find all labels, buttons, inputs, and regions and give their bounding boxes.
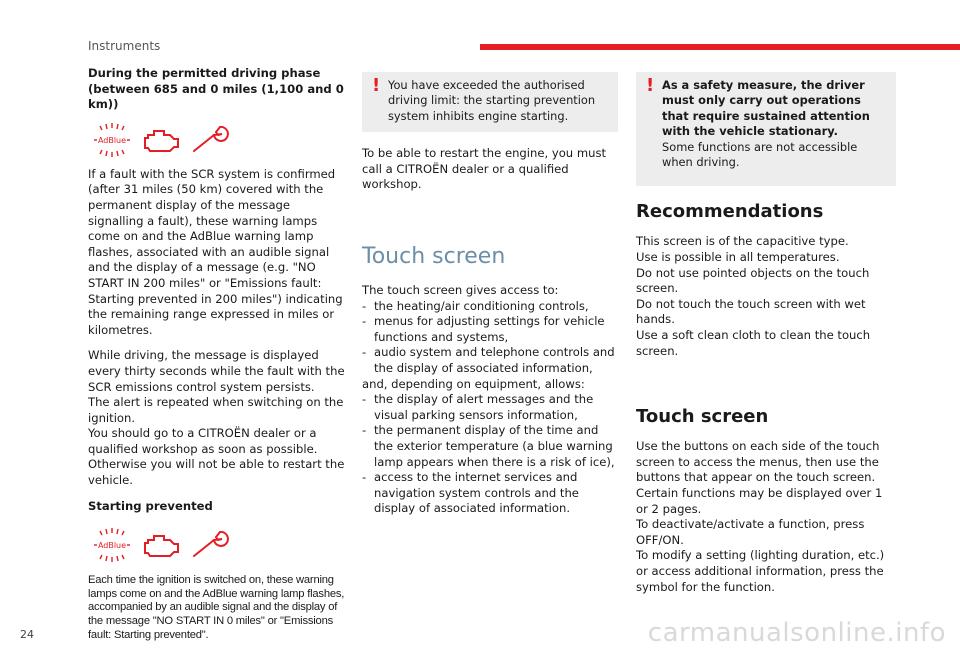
equipment-intro: and, depending on equipment, allows: — [362, 376, 585, 391]
list-item: - access to the internet services and navigation system controls and the display of associated information. — [362, 470, 618, 517]
rec-line: Use is possible in all temperatures. — [636, 250, 840, 265]
header-accent-bar — [480, 44, 960, 50]
rec-line: Do not touch the touch screen with wet hands. — [636, 296, 866, 327]
restart-warning-paragraph: Otherwise you will not be able to restart the vehicle. — [88, 457, 345, 488]
driving-message-paragraph: While driving, the message is displayed every thirty seconds while the fault with the SCR emissions control system persists. — [88, 348, 345, 394]
list-item: - the display of alert messages and the visual parking sensors information, — [362, 392, 618, 423]
access-list — [362, 299, 618, 377]
driving-phase-heading: During the permitted driving phase (between 685 and 0 miles (1,100 and 0 km)) — [88, 66, 344, 112]
restart-engine-paragraph: To be able to restart the engine, you must call a CITROËN dealer or a qualified workshop. — [362, 146, 607, 192]
page-number: 24 — [20, 628, 34, 641]
adblue-label: AdBlue — [97, 135, 127, 145]
touch-screen-usage-block — [636, 439, 896, 595]
warning-exclamation-icon: ! — [646, 75, 655, 96]
safety-note-text: Some functions are not accessible when driving. — [662, 139, 858, 170]
touch-screen-intro: The touch screen gives access to: — [362, 283, 559, 297]
rec-line: Use a soft clean cloth to clean the touch screen. — [636, 328, 871, 358]
recommendations-heading: Recommendations — [636, 201, 824, 223]
warning-lamps-row-2 — [92, 528, 346, 562]
starting-prevented-heading: Starting prevented — [88, 498, 213, 513]
safety-note-bold: As a safety measure, the driver must only carry out operations that require sustained attention with the vehicle stationary. — [662, 78, 870, 139]
list-item: - menus for adjusting settings for vehicle functions and systems, — [362, 314, 618, 345]
engine-warning-icon — [140, 528, 184, 562]
list-item: - the permanent display of the time and the exterior temperature (a blue warning lamp appears when there is a risk of ice), — [362, 423, 618, 470]
warning-lamps-row-1 — [92, 123, 346, 157]
equipment-list — [362, 392, 618, 517]
column-3 — [636, 72, 896, 595]
adblue-warning-icon — [92, 123, 136, 157]
service-wrench-icon — [188, 528, 232, 562]
list-item: - audio system and telephone controls and the display of associated information, — [362, 345, 618, 376]
dealer-paragraph: You should go to a CITROËN dealer or a qualified workshop as soon as possible. — [88, 426, 318, 456]
recommendations-block — [636, 234, 896, 359]
section-title: Instruments — [88, 39, 161, 53]
watermark: carmanualsonline.info — [647, 618, 946, 648]
usage-line: To modify a setting (lighting duration, etc.) or access additional information, press the symbol for the function. — [636, 548, 885, 594]
adblue-label: AdBlue — [97, 541, 127, 551]
list-item: - the heating/air conditioning controls, — [362, 299, 618, 315]
rec-line: This screen is of the capacitive type. — [636, 234, 849, 249]
adblue-warning-icon — [92, 528, 136, 562]
driving-limit-text: You have exceeded the authorised driving limit: the starting prevention system inhibits engine starting. — [388, 78, 596, 123]
ignition-paragraph: Each time the ignition is switched on, these warning lamps come on and the AdBlue warning lamp flashes, accompanied by an audible signal and the display of the message "NO START IN 0 miles" or "Emissions fault: Starting prevented". — [88, 574, 345, 641]
usage-line: To deactivate/activate a function, press OFF/ON. — [636, 517, 865, 547]
engine-warning-icon — [140, 123, 184, 157]
safety-note — [636, 72, 896, 186]
usage-line: Use the buttons on each side of the touch screen to access the menus, then use the buttons that appear on the touch screen. — [636, 439, 880, 485]
touch-screen-heading: Touch screen — [362, 244, 506, 269]
service-wrench-icon — [188, 123, 232, 157]
column-2 — [362, 72, 618, 517]
fault-paragraph: If a fault with the SCR system is confirmed (after 31 miles (50 km) covered with the permanent display of the message signalling a fault), these warning lamps come on and the AdBlue warning lamp flashes, associated with an audible signal and the display of a message (e.g. "NO START IN 200 miles" or "Emissions fault: Starting prevented in 200 miles") indicating the remaining range expressed in miles or kilometres. — [88, 166, 343, 337]
usage-line: Certain functions may be displayed over 1 or 2 pages. — [636, 485, 883, 516]
alert-repeat-paragraph: The alert is repeated when switching on the ignition. — [88, 395, 344, 425]
driving-limit-note — [362, 72, 618, 132]
rec-line: Do not use pointed objects on the touch screen. — [636, 265, 870, 296]
touch-screen-usage-heading: Touch screen — [636, 406, 769, 428]
column-1 — [88, 66, 346, 642]
warning-exclamation-icon: ! — [372, 75, 381, 96]
